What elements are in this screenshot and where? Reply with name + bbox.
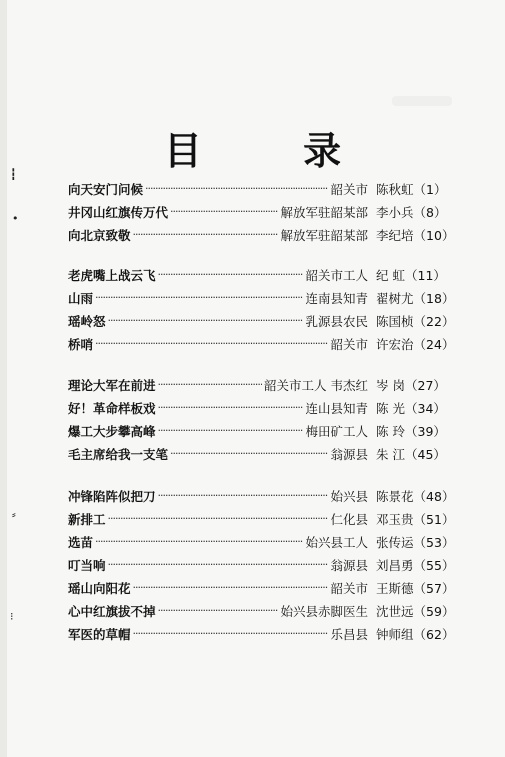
entry-author: 岑 岗 xyxy=(376,377,405,393)
entry-page: 8 xyxy=(426,204,434,220)
toc-group xyxy=(68,263,455,355)
entry-author: 钟师组 xyxy=(376,626,414,642)
entry-source: 翁源县 xyxy=(330,557,368,573)
toc-entry[interactable] xyxy=(68,177,450,200)
entry-page: 39 xyxy=(417,423,434,439)
entry-title: 瑶山向阳花 xyxy=(68,580,131,596)
toc-entry[interactable] xyxy=(68,507,455,530)
entry-author: 陈秋虹 xyxy=(376,181,414,197)
leader-dots xyxy=(108,512,329,525)
toc-entry[interactable] xyxy=(68,622,455,645)
entry-author-page: 陈景花（48） xyxy=(376,488,455,504)
entry-author: 刘昌勇 xyxy=(376,557,414,573)
entry-author-page: 张传运（53） xyxy=(376,534,455,550)
faint-stamp xyxy=(392,96,452,106)
binding-mark: ⸗ xyxy=(12,508,16,521)
leader-dots xyxy=(170,447,328,460)
entry-page: 24 xyxy=(426,336,442,352)
toc-entry[interactable] xyxy=(68,309,455,332)
entry-author-page: 沈世远（59） xyxy=(376,603,455,619)
entry-source: 韶关市工人 xyxy=(305,267,368,283)
entry-author-page: 刘昌勇（55） xyxy=(376,557,455,573)
toc-group xyxy=(68,373,450,465)
entry-source: 连山县知青 xyxy=(305,400,368,416)
entry-title: 井冈山红旗传万代 xyxy=(68,204,169,220)
entry-author: 陈 光 xyxy=(376,400,405,416)
entry-title: 军医的草帽 xyxy=(68,626,131,642)
entry-title: 新排工 xyxy=(68,511,106,527)
entry-title: 老虎嘴上战云飞 xyxy=(68,267,156,283)
entry-page: 51 xyxy=(426,511,442,527)
leader-dots xyxy=(133,627,329,640)
entry-title: 桥哨 xyxy=(68,336,94,352)
entry-source: 韶关市 xyxy=(330,336,368,352)
entry-title: 向北京致敬 xyxy=(68,227,131,243)
leader-dots xyxy=(145,182,328,195)
leader-dots xyxy=(133,581,329,594)
entry-title: 好！革命样板戏 xyxy=(68,400,156,416)
toc-entry[interactable] xyxy=(68,599,455,622)
entry-author-page: 李小兵（8） xyxy=(376,204,447,220)
leader-dots xyxy=(158,604,279,617)
entry-title: 山雨 xyxy=(68,290,94,306)
entry-page: 48 xyxy=(426,488,442,504)
toc-entry[interactable] xyxy=(68,286,455,309)
entry-author: 邓玉贵 xyxy=(376,511,414,527)
leader-dots xyxy=(133,228,279,241)
entry-author: 许宏治 xyxy=(376,336,414,352)
entry-author-page: 翟树尤（18） xyxy=(376,290,455,306)
entry-page: 45 xyxy=(417,446,434,462)
toc-entry[interactable] xyxy=(68,332,455,355)
entry-author-page: 李纪培（10） xyxy=(376,227,455,243)
toc-entry[interactable] xyxy=(68,553,455,576)
entry-author-page: 邓玉贵（51） xyxy=(376,511,455,527)
leader-dots xyxy=(158,424,304,437)
entry-title: 毛主席给我一支笔 xyxy=(68,446,169,462)
toc-entry[interactable] xyxy=(68,576,455,599)
entry-page: 22 xyxy=(426,313,442,329)
entry-author: 王斯德 xyxy=(376,580,414,596)
entry-source: 始兴县赤脚医生 xyxy=(280,603,368,619)
toc-entry[interactable] xyxy=(68,442,450,465)
entry-source: 乐昌县 xyxy=(330,626,368,642)
entry-page: 34 xyxy=(417,400,434,416)
entry-source: 翁源县 xyxy=(330,446,368,462)
entry-title: 向天安门问候 xyxy=(68,181,144,197)
entry-author-page: 钟师组（62） xyxy=(376,626,455,642)
entry-source: 韶关市 xyxy=(330,580,368,596)
entry-title: 心中红旗拔不掉 xyxy=(68,603,156,619)
entry-page: 62 xyxy=(426,626,442,642)
entry-author: 陈景花 xyxy=(376,488,414,504)
toc-entry[interactable] xyxy=(68,419,450,442)
entry-title: 冲锋陷阵似把刀 xyxy=(68,488,156,504)
toc-entry[interactable] xyxy=(68,396,450,419)
entry-title: 爆工大步攀高峰 xyxy=(68,423,156,439)
toc-entry[interactable] xyxy=(68,484,455,507)
entry-source: 始兴县 xyxy=(330,488,368,504)
page-edge xyxy=(0,0,7,757)
entry-author-page: 许宏治（24） xyxy=(376,336,455,352)
leader-dots xyxy=(95,535,303,548)
entry-page: 55 xyxy=(426,557,442,573)
entry-author: 李小兵 xyxy=(376,204,414,220)
entry-source: 连南县知青 xyxy=(305,290,368,306)
leader-dots xyxy=(95,337,328,350)
entry-author: 朱 江 xyxy=(376,446,405,462)
entry-source: 始兴县工人 xyxy=(305,534,368,550)
entry-author-page: 陈 光（34） xyxy=(376,400,446,416)
entry-page: 11 xyxy=(417,267,434,283)
binding-mark: ⁝ xyxy=(10,610,14,623)
entry-author-page: 纪 虹（11） xyxy=(376,267,446,283)
entry-author: 李纪培 xyxy=(376,227,414,243)
entry-source: 解放军驻韶某部 xyxy=(280,227,368,243)
entry-page: 59 xyxy=(426,603,442,619)
entry-author-page: 陈 玲（39） xyxy=(376,423,446,439)
entry-source: 韶关市 xyxy=(330,181,368,197)
toc-entry[interactable] xyxy=(68,263,450,286)
entry-source: 梅田矿工人 xyxy=(305,423,368,439)
entry-author-page: 陈国桢（22） xyxy=(376,313,455,329)
entry-author-page: 岑 岗（27） xyxy=(376,377,446,393)
entry-author: 陈 玲 xyxy=(376,423,405,439)
toc-group xyxy=(68,177,455,246)
toc-entry[interactable] xyxy=(68,373,450,396)
entry-page: 27 xyxy=(417,377,434,393)
toc-entry[interactable] xyxy=(68,200,450,223)
toc-group xyxy=(68,484,455,645)
entry-author-page: 王斯德（57） xyxy=(376,580,455,596)
entry-source: 仁化县 xyxy=(330,511,368,527)
entry-source: 韶关市工人 韦杰红 xyxy=(264,377,368,393)
toc-entry[interactable] xyxy=(68,223,455,246)
binding-mark: • xyxy=(12,212,19,225)
entry-page: 53 xyxy=(426,534,442,550)
leader-dots xyxy=(158,268,304,281)
leader-dots xyxy=(158,489,329,502)
entry-title: 理论大军在前进 xyxy=(68,377,156,393)
entry-title: 瑶岭怒 xyxy=(68,313,106,329)
leader-dots xyxy=(108,558,329,571)
toc-entry[interactable] xyxy=(68,530,455,553)
entry-author-page: 朱 江（45） xyxy=(376,446,446,462)
entry-title: 叮当响 xyxy=(68,557,106,573)
entry-author: 纪 虹 xyxy=(376,267,405,283)
page-title: 目 录 xyxy=(163,129,386,173)
entry-page: 1 xyxy=(426,181,434,197)
entry-page: 57 xyxy=(426,580,442,596)
entry-author: 陈国桢 xyxy=(376,313,414,329)
entry-author: 翟树尤 xyxy=(376,290,414,306)
entry-page: 10 xyxy=(426,227,442,243)
entry-source: 解放军驻韶某部 xyxy=(280,204,368,220)
entry-author-page: 陈秋虹（1） xyxy=(376,181,447,197)
entry-title: 选苗 xyxy=(68,534,94,550)
leader-dots xyxy=(170,205,278,218)
leader-dots xyxy=(108,314,304,327)
leader-dots xyxy=(158,401,304,414)
entry-author: 沈世远 xyxy=(376,603,414,619)
leader-dots xyxy=(158,378,263,391)
binding-mark: ┇ xyxy=(10,168,17,181)
entry-page: 18 xyxy=(426,290,442,306)
entry-source: 乳源县农民 xyxy=(305,313,368,329)
entry-author: 张传运 xyxy=(376,534,414,550)
leader-dots xyxy=(95,291,303,304)
